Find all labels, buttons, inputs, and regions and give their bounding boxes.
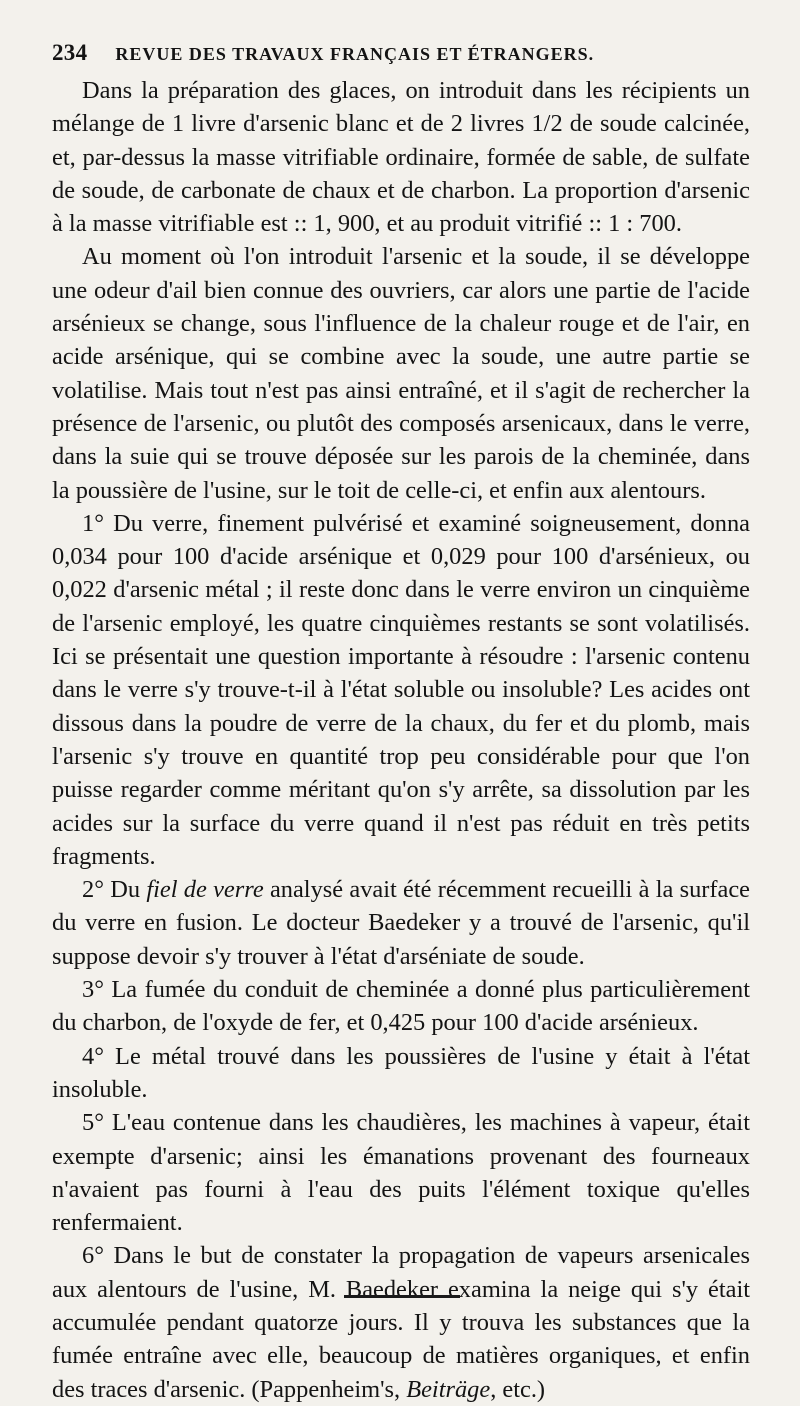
running-title: REVUE DES TRAVAUX FRANÇAIS ET ÉTRANGERS. xyxy=(115,44,595,64)
paragraph-item-2-fiel-de-verre xyxy=(52,873,750,973)
end-rule-divider xyxy=(344,1295,460,1298)
paragraph-garlic-odor: Au moment où l'on introduit l'arsenic et la soude, il se développe une odeur d'ail bien connue des ouvriers, car alors une partie de l'acide arsénieux se change, sous l'influence de la chaleur rouge et de l'air, en acide arsénique, qui se combine avec la soude, une autre partie se volatilise. Mais tout n'est pas ainsi entraîné, et il s'agit de rechercher la présence de l'arsenic, ou plutôt des composés arsenicaux, dans le verre, dans la suie qui se trouve déposée sur les parois de la cheminée, dans la poussière de l'usine, sur le toit de celle-ci, et enfin aux alentours. xyxy=(52,243,750,504)
paragraph-item-6-snow xyxy=(52,1239,750,1405)
paragraph-text: 6° Dans le but de constater la propagation de vapeurs arsenicales aux alentours de l'usine, M. Baedeker examina la neige qui s'y était accumulée pendant quatorze jours. Il y trouva les substances que la fumée entraîne avec elle, beaucoup de matières organiques, et enfin des traces d'arsenic. (Pappenheim's, xyxy=(52,1242,750,1403)
paragraph-glass-preparation: Dans la préparation des glaces, on introduit dans les récipients un mélange de 1 livre d'arsenic blanc et de 2 livres 1/2 de soude calcinée, et, par-dessus la masse vitrifiable ordinaire, formée de sable, de sulfate de soude, de carbonate de chaux et de charbon. La proportion d'arsenic à la masse vitrifiable est :: 1, 900, et au produit vitrifié :: 1 : 700. xyxy=(52,77,750,238)
paragraph-item-4-dust: 4° Le métal trouvé dans les poussières de l'usine y était à l'état insoluble. xyxy=(52,1042,750,1103)
italic-term: Beiträge xyxy=(406,1375,491,1403)
paragraph-item-1-glass: 1° Du verre, finement pulvérisé et examiné soigneusement, donna 0,034 pour 100 d'acide arsénique et 0,029 pour 100 d'arsénieux, ou 0,022 d'arsenic métal ; il reste donc dans le verre environ un cinquième de l'arsenic employé, les quatre cinquièmes restants se sont volatilisés. Ici se présentait une question importante à résoudre : l'arsenic contenu dans le verre s'y trouve-t-il à l'état soluble ou insoluble? Les acides ont dissous dans la poudre de verre de la chaux, du fer et du plomb, mais l'arsenic s'y trouve en quantité trop peu considérable pour que l'on puisse regarder comme méritant qu'on s'y arrête, sa dissolution par les acides sur la surface du verre quand il n'est pas réduit en très petits fragments. xyxy=(52,509,750,870)
page-number: 234 xyxy=(52,40,88,65)
paragraph-text: 2° Du xyxy=(82,876,147,904)
running-header xyxy=(52,40,750,66)
paragraph-text: analysé avait été récemment recueilli à la surface du verre en fusion. Le docteur Baedeker y a trouvé de l'arsenic, qu'il suppose devoir s'y trouver à l'état d'arséniate de soude. xyxy=(52,876,750,970)
paragraph-text: , etc.) xyxy=(490,1375,546,1403)
italic-term: fiel de verre xyxy=(146,876,264,904)
paragraph-item-5-water: 5° L'eau contenue dans les chaudières, les machines à vapeur, était exempte d'arsenic; ainsi les émanations provenant des fourneaux n'avaient pas fourni à l'eau des puits l'élément toxique qu'elles renfermaient. xyxy=(52,1109,750,1237)
paragraph-item-3-smoke: 3° La fumée du conduit de cheminée a donné plus particulièrement du charbon, de l'oxyde de fer, et 0,425 pour 100 d'acide arsénieux. xyxy=(52,976,750,1037)
body-text xyxy=(52,74,750,1406)
